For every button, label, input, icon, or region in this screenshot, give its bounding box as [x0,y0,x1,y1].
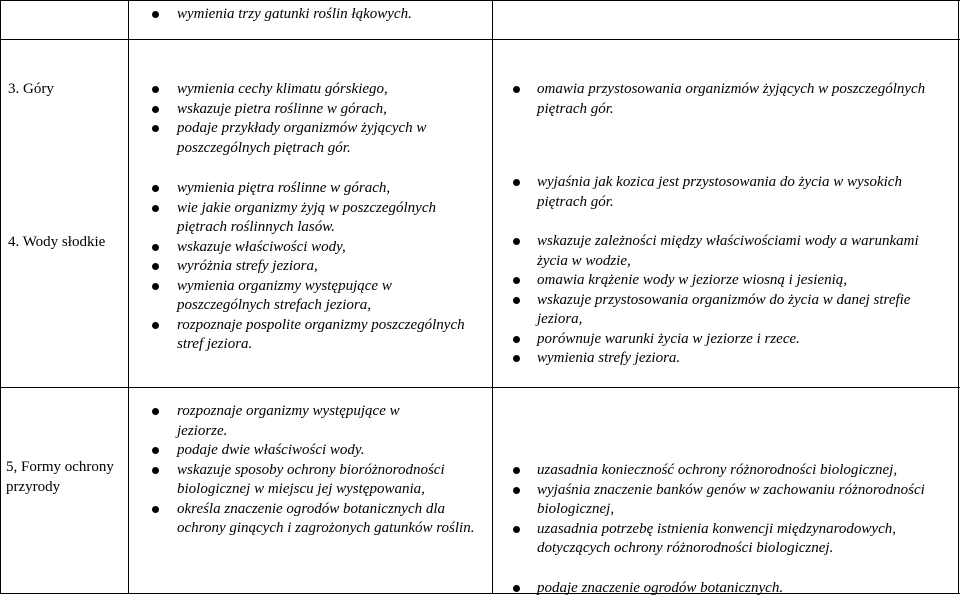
list-item: podaje przykłady organizmów żyjących w poszczególnych piętrach gór. [152,119,472,158]
row2-extended-cell [513,80,943,369]
row-divider-2 [0,387,960,388]
column-border-1 [128,0,129,594]
list-item: wyjaśnia jak kozica jest przystosowania do życia w wysokich piętrach gór. [513,173,943,212]
list-item: podaje dwie właściwości wody. [152,441,482,461]
topic-gory: 3. Góry [8,80,54,100]
list-item: omawia przystosowania organizmów żyjących w poszczególnych piętrach gór. [513,80,943,119]
list-item: wskazuje sposoby ochrony bioróżnorodności biologicznej w miejscu jej występowania, [152,461,482,500]
table-top-border [0,0,960,1]
row3-extended-cell [513,461,943,598]
row3-basic-cell [152,402,482,539]
list-item: uzasadnia konieczność ochrony różnorodności biologicznej, [513,461,943,481]
list-item: wskazuje pietra roślinne w górach, [152,100,472,120]
list-item: wymienia cechy klimatu górskiego, [152,80,472,100]
column-border-left [0,0,1,594]
list-item: określa znaczenie ogrodów botanicznych dla ochrony ginących i zagrożonych gatunków roślin. [152,500,477,539]
list-item: omawia krążenie wody w jeziorze wiosną i jesienią, [513,271,943,291]
row2-basic-cell [152,80,472,355]
list-item: wskazuje przystosowania organizmów do życia w danej strefie jeziora, [513,291,943,330]
list-item: podaje znaczenie ogrodów botanicznych. [513,579,943,598]
list-item: wymienia organizmy występujące w poszczególnych strefach jeziora, [152,277,472,316]
list-item: wymienia piętra roślinne w górach, [152,179,472,199]
list-item: wymienia trzy gatunki roślin łąkowych. [152,5,482,25]
list-item: wie jakie organizmy żyją w poszczególnych piętrach roślinnych lasów. [152,199,472,238]
topic-wody-slodkie: 4. Wody słodkie [8,233,105,253]
list-item: rozpoznaje organizmy występujące w jeziorze. [152,402,427,441]
column-border-2 [492,0,493,594]
list-item: wskazuje właściwości wody, [152,238,472,258]
list-item: porównuje warunki życia w jeziorze i rzece. [513,330,943,350]
list-item: uzasadnia potrzebę istnienia konwencji międzynarodowych, dotyczących ochrony różnorodności biologicznej. [513,520,943,559]
row-divider-1 [0,39,960,40]
list-item: wskazuje zależności między właściwościami wody a warunkami życia w wodzie, [513,232,943,271]
list-item: rozpoznaje pospolite organizmy poszczególnych stref jeziora. [152,316,472,355]
column-border-right [958,0,959,594]
list-item: wyróżnia strefy jeziora, [152,257,472,277]
list-item: wyjaśnia znaczenie banków genów w zachowaniu różnorodności biologicznej, [513,481,943,520]
topic-formy-ochrony-przyrody: 5, Formy ochrony przyrody [6,458,116,497]
row1-basic-cell [152,5,482,25]
list-item: wymienia strefy jeziora. [513,349,943,369]
